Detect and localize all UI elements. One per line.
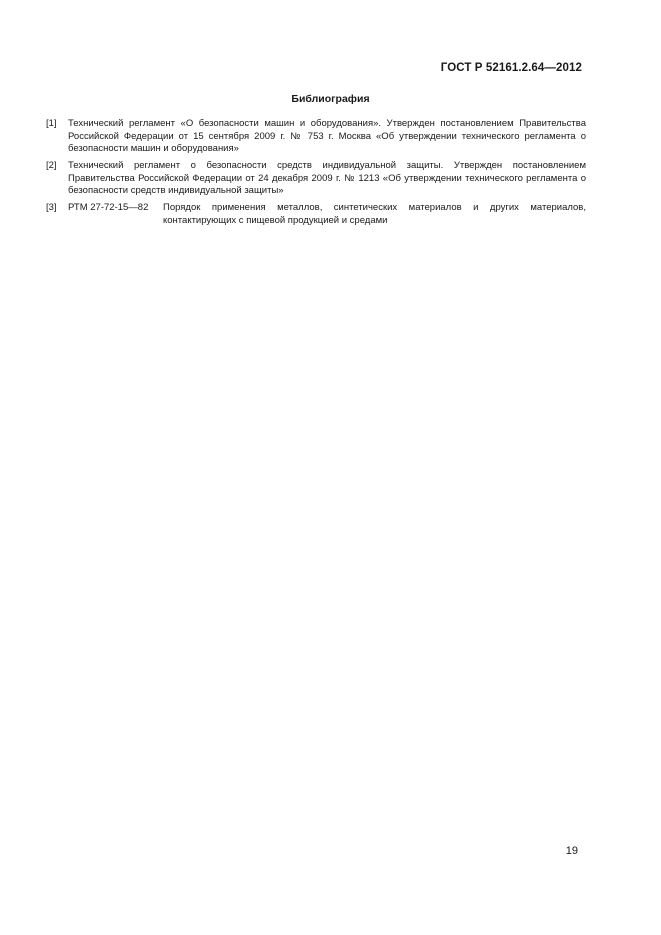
entry-code: РТМ 27-72-15—82 bbox=[68, 202, 149, 213]
bibliography-entry bbox=[46, 202, 586, 227]
entry-number: [1] bbox=[46, 118, 57, 129]
document-code: ГОСТ Р 52161.2.64—2012 bbox=[440, 62, 582, 74]
entry-text: Технический регламент о безопасности средств индивидуальной защиты. Утвержден постановлением Правительства Российской Федерации от 24 декабря 2009 г. № 1213 «Об утверждении технического регламента о безопасности средств индивидуальной защиты» bbox=[68, 160, 586, 196]
bibliography-entry bbox=[46, 118, 586, 156]
page-number: 19 bbox=[565, 845, 578, 857]
bibliography-list bbox=[46, 118, 586, 232]
entry-text: Технический регламент «О безопасности машин и оборудования». Утвержден постановлением Правительства Российской Федерации от 15 сентября 2009 г. № 753 г. Москва «Об утверждении технического регламента о безопасности машин и оборудования» bbox=[68, 118, 586, 154]
bibliography-title: Библиография bbox=[291, 93, 370, 105]
entry-text: Порядок применения металлов, синтетических материалов и других материалов, контактирующих с пищевой продукцией и средами bbox=[163, 202, 586, 226]
entry-number: [2] bbox=[46, 160, 57, 171]
entry-number: [3] bbox=[46, 202, 57, 213]
bibliography-entry bbox=[46, 160, 586, 198]
